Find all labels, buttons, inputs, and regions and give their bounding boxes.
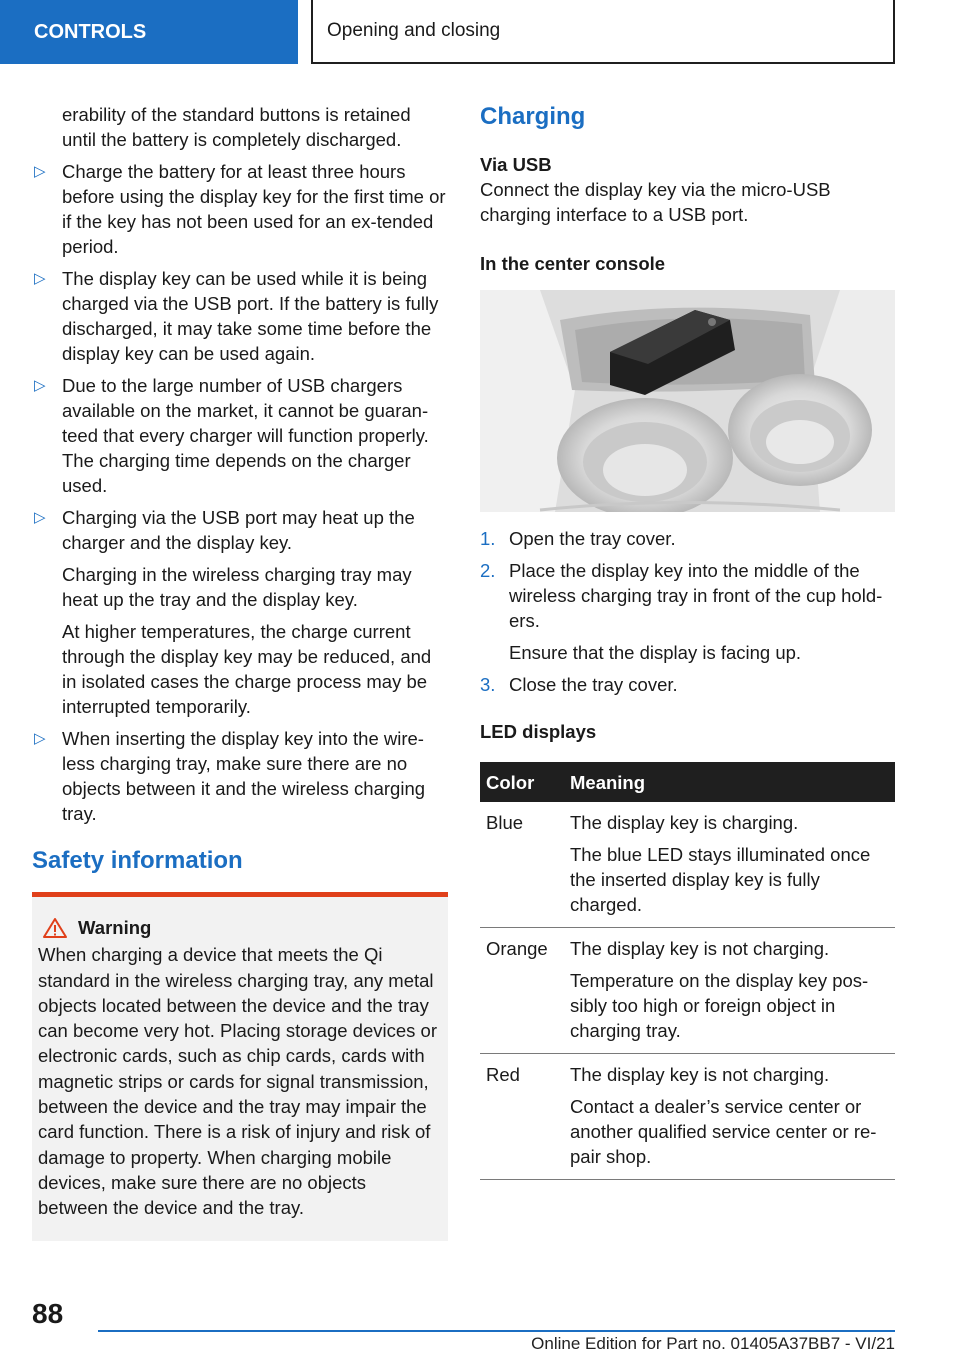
- center-console-photo: [480, 290, 895, 512]
- chapter-tab: [311, 0, 895, 64]
- step-item: [480, 672, 895, 697]
- bullet-text: When inserting the display key into the wire-less charging tray, make sure there are no objects between it and the wireless charging tray.: [62, 728, 426, 824]
- column-header-meaning: Meaning: [564, 762, 895, 802]
- column-header-color: Color: [480, 762, 564, 802]
- safety-heading: Safety information: [32, 847, 243, 874]
- table-row: [480, 802, 895, 928]
- led-color-cell: Orange: [480, 928, 564, 1054]
- bullet-text: Charging via the USB port may heat up the charger and the display key.: [62, 507, 415, 553]
- step-note: Ensure that the display is facing up.: [509, 642, 802, 663]
- led-meaning-cell: [564, 802, 895, 928]
- led-table: [480, 762, 895, 1180]
- led-color-cell: Blue: [480, 802, 564, 928]
- step-item: [480, 526, 895, 551]
- footer-divider: [98, 1330, 895, 1332]
- warning-title: Warning: [78, 917, 152, 938]
- usb-text: Connect the display key via the micro-USB charging interface to a USB port.: [480, 179, 831, 225]
- warning-text: When charging a device that meets the Qi standard in the wireless charging tray, any metal objects located between the device and the tray can become very hot. Placing storage devices or electronic cards, such as chip cards, cards with magnetic strips or cards for signal transmission, between the device and the tray may impair the card function. There is a risk of injury and risk of damage to property. When charging mobile devices, make sure there are no objects between the device and the tray.: [38, 944, 437, 1219]
- warning-triangle-icon: [42, 917, 68, 939]
- triangle-right-icon: ▷: [34, 509, 46, 526]
- triangle-right-icon: ▷: [34, 163, 46, 180]
- step-item: [480, 558, 895, 633]
- bullet-subtext: At higher temperatures, the charge current through the display key may be reduced, and in isolated cases the charge process may be interrupted temporarily.: [62, 621, 432, 717]
- led-heading: LED displays: [480, 721, 597, 742]
- triangle-right-icon: ▷: [34, 377, 46, 394]
- step-text: Place the display key into the middle of the wireless charging tray in front of the cup hold-ers.: [509, 560, 883, 631]
- meaning-line: The display key is charging.: [570, 812, 799, 833]
- triangle-right-icon: ▷: [34, 270, 46, 287]
- page-number: 88: [32, 1298, 64, 1329]
- bullet-item: [32, 373, 448, 498]
- step-text: Open the tray cover.: [509, 528, 676, 549]
- chapter-title: Opening and closing: [327, 20, 501, 41]
- meaning-detail: The blue LED stays illuminated once the inserted display key is fully charged.: [570, 844, 871, 915]
- warning-box: [32, 892, 448, 1241]
- bullet-item: [32, 726, 448, 826]
- section-tab: [0, 0, 298, 64]
- triangle-right-icon: ▷: [34, 730, 46, 747]
- bullet-subtext: Charging in the wireless charging tray may heat up the tray and the display key.: [62, 564, 412, 610]
- right-column: [480, 102, 895, 1180]
- edition-text: Online Edition for Part no. 01405A37BB7 - VI/21: [531, 1334, 895, 1353]
- section-title: CONTROLS: [34, 20, 147, 43]
- step-number: 3.: [480, 674, 496, 695]
- table-row: [480, 1054, 895, 1180]
- table-row: [480, 928, 895, 1054]
- charging-heading: Charging: [480, 103, 586, 130]
- meaning-detail: Contact a dealer’s service center or another qualified service center or re-pair shop.: [570, 1096, 877, 1167]
- step-number: 1.: [480, 528, 496, 549]
- meaning-detail: Temperature on the display key pos-sibly too high or foreign object in charging tray.: [570, 970, 869, 1041]
- bullet-text: The display key can be used while it is being charged via the USB port. If the battery is fully discharged, it may take some time before the display key can be used again.: [62, 268, 439, 364]
- bullet-text: Charge the battery for at least three hours before using the display key for the first time or if the key has not been used for an ex-tended period.: [62, 161, 446, 257]
- led-color-cell: Red: [480, 1054, 564, 1180]
- meaning-line: The display key is not charging.: [570, 938, 830, 959]
- left-column: [32, 102, 448, 1241]
- warning-title-row: [38, 915, 440, 940]
- intro-text: erability of the standard buttons is retained until the battery is completely discharged.: [62, 104, 411, 150]
- led-meaning-cell: [564, 928, 895, 1054]
- step-number: 2.: [480, 560, 496, 581]
- bullet-item: [32, 505, 448, 555]
- bullet-item: [32, 266, 448, 366]
- bullet-item: [32, 159, 448, 259]
- console-heading: In the center console: [480, 253, 666, 274]
- meaning-line: The display key is not charging.: [570, 1064, 830, 1085]
- table-header-row: [480, 762, 895, 802]
- led-meaning-cell: [564, 1054, 895, 1180]
- step-text: Close the tray cover.: [509, 674, 678, 695]
- bullet-text: Due to the large number of USB chargers available on the market, it cannot be guaran-teed that every charger will function properly. The charging time depends on the charger used.: [62, 375, 429, 496]
- usb-heading: Via USB: [480, 154, 552, 175]
